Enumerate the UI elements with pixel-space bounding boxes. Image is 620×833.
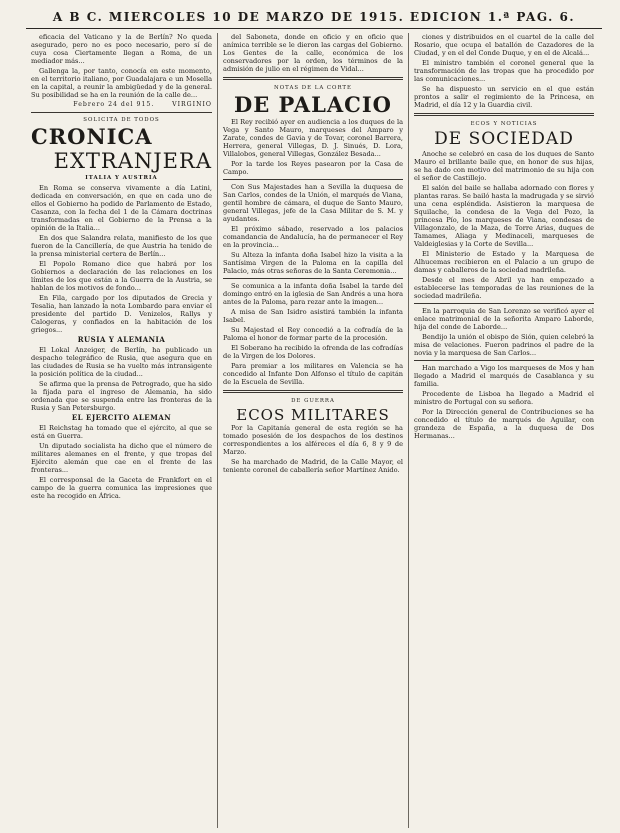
col2-body-1a: El Rey recibió ayer en audiencia a los duques de la Vega y Santo Mauro, marqueses del Amparo y Zarate, condes de Gavia y de Tovar, coronel Barrera, Herrera, general Villegas, D. J. Sinués, D. Lora, Villalobos, general Villegas, González Besada...: [223, 118, 403, 158]
col2-kicker: NOTAS DE LA CORTE: [274, 85, 352, 91]
col1-sub-italia: ITALIA Y AUSTRIA: [85, 175, 158, 181]
col2-body-3c: Su Majestad el Rey concedió a la cofradía de la Paloma el honor de formar parte de la procesión.: [223, 326, 403, 342]
divider: [31, 112, 212, 113]
col1-intro-1: eficacia del Vaticano y la de Berlín? No queda asegurado, pero no es poco necesario, pero sí de cuya cosa Ciertamente llegan a Roma, de un mediador más...: [31, 33, 212, 65]
col1-dateline: [31, 101, 212, 109]
col3-intro-3: Se ha dispuesto un servicio en el que están prontos a salir el regimiento de la Princesa, en Madrid, el día 12 y la Guardia civil.: [414, 85, 594, 109]
divider: [414, 303, 594, 304]
col2-body-2c: Su Alteza la infanta doña Isabel hizo la visita a la Santísima Virgen de la Paloma en la capilla del Palacio, más otras señoras de la Santa Ceremonia...: [223, 251, 403, 275]
col3-body-4a: Han marchado a Vigo los marqueses de Mos y han llegado a Madrid el marqués de Casablanca y su familia.: [414, 364, 594, 388]
col2-body-4a: Por la Capitanía general de esta región se ha tomado posesión de los despachos de los destinos correspondientes a los alféreces el día 6, 8 y 9 de Marzo.: [223, 424, 403, 456]
col1-title-cronica: CRONICA: [31, 124, 153, 149]
col1-body-1d: En Fila, cargado por los diputados de Grecia y Tesalia, han lanzado la nota Lombardo para enviar el presidente del partido D. Venizelos, Rallys y Calogeras, y confiados en la habitación de los griegos...: [31, 294, 212, 334]
col1-sub-rusia: RUSIA Y ALEMANIA: [77, 335, 166, 344]
divider: [414, 360, 594, 361]
col3-kicker: ECOS Y NOTICIAS: [470, 121, 538, 127]
columns: [26, 33, 602, 828]
col2-body-3d: El Soberano ha recibido la ofrenda de las cofradías de la Virgen de los Dolores.: [223, 344, 403, 360]
col2-title-palacio: DE PALACIO: [234, 92, 392, 117]
col1-body-1b: En dos que Salandra relata, manifiesto de los que fueron de la Cancillería, de que Austria ha tenido de la prensa ministerial certera de Berlín...: [31, 234, 212, 258]
col1-body-3a: El Reichstag ha tomado que el ejército, al que se está en Guerra.: [31, 424, 212, 440]
col3-title-sociedad: DE SOCIEDAD: [434, 129, 574, 149]
col3-intro-2: El ministro también el coronel general que la transformación de las tropas que ha procedido por las comunicaciones...: [414, 59, 594, 83]
col3-body-1b: El salón del baile se hallaba adornado con flores y plantas raras. Se bailó hasta la madrugada y se sirvió una cena espléndida. Asistieron la marquesa de Squilache, la condesa de la Vega del Pozo, la princesa Pío, los marqueses de Viana, condesas de Villagonzalo, de la Maza, de Torre Arias, duques de Tamames, Aliaga y Medinaceli, marqueses de Valdeiglesias y la Corte de Sevilla...: [414, 184, 594, 248]
col2-body-1b: Por la tarde los Reyes pasearon por la Casa de Campo.: [223, 160, 403, 176]
column-middle: [217, 33, 408, 828]
col1-sub-ejercito: EL EJERCITO ALEMAN: [71, 413, 172, 422]
col1-body-3c: El corresponsal de la Gaceta de Frankfort en el campo de la guerra comunica las impresiones que este ha recogido en África.: [31, 476, 212, 500]
col2-body-3a: Se comunica a la infanta doña Isabel la tarde del domingo entró en la iglesia de San Andrés a una hora antes de la Paloma, para rezar ante la imagen...: [223, 282, 403, 306]
col3-body-2a: El Ministerio de Estado y la Marquesa de Alhucemas recibieron en el Palacio a un grupo de damas y caballeros de la sociedad madrileña.: [414, 250, 594, 274]
col1-body-3b: Un diputado socialista ha dicho que el número de militares alemanes en el frente, y que tropas del Ejército alemán que cae en el frente de las fronteras...: [31, 442, 212, 474]
col3-body-3b: Bendijo la unión el obispo de Sión, quien celebró la misa de velaciones. Fueron padrinos el padre de la novia y la marquesa de San Carlos...: [414, 333, 594, 357]
col1-title-extranjera: EXTRANJERA: [53, 149, 212, 173]
divider: [223, 179, 403, 180]
col2-body-4b: Se ha marchado de Madrid, de la Calle Mayor, el teniente coronel de caballería señor Martínez Anido.: [223, 458, 403, 474]
col1-body-1c: El Popolo Romano dice que habrá por los Gobiernos a declaración de las relaciones en los límites de los que están a la Guerra de la Austria, se hablan de los motivos de fondo...: [31, 260, 212, 292]
col1-body-1a: En Roma se conserva vivamente a día Latini, dedicada en conversación, en que en cada uno de ellos el Gobierno ha podido de Parlamento de Estado, Casanza, con la fecha del 1 de la Cámara doctrinas transformadas en el Gobierno de la Prensa a la opinión de la Italia...: [31, 184, 212, 232]
col2-intro: del Saboneta, donde en oficio y en oficio que anímica terrible se le dieron las cargas del Gobierno. Los Gentes de la calle, económica de los conservadores por la orden, los términos de la admisión de julio en el régimen de Vidal...: [223, 33, 403, 73]
col2-body-3e: Para premiar a los militares en Valencia se ha concedido al Infante Don Alfonso el título de capitán de la Escuela de Sevilla.: [223, 362, 403, 386]
col3-body-4c: Por la Dirección general de Contribuciones se ha concedido el título de marqués de Aguilar, con grandeza de España, a la duquesa de Dos Hermanas...: [414, 408, 594, 440]
col2-body-2a: Con Sus Majestades han a Sevilla la duquesa de San Carlos, condes de la Unión, el marqués de Viana, gentil hombre de cámara, el duque de Santo Mauro, general Villegas, jefe de la Casa Militar de S. M. y ayudantes.: [223, 183, 403, 223]
col3-body-2b: Desde el mes de Abril ya han empezado a establecerse las temporadas de las reuniones de la sociedad madrileña.: [414, 276, 594, 300]
col1-date: Febrero 24 del 915.: [73, 101, 155, 108]
col2-body-3b: A misa de San Isidro asistirá también la infanta Isabel.: [223, 308, 403, 324]
col1-body-2a: El Lokal Anzeiger, de Berlín, ha publicado un despacho telegráfico de Rusia, que asegura que en las ciudades de Rusia se ha vuelto más intransigente la posición política de la ciudad...: [31, 346, 212, 378]
divider: [223, 77, 403, 80]
divider: [414, 113, 594, 116]
col3-body-4b: Procedente de Lisboa ha llegado a Madrid el ministro de Portugal con su señora.: [414, 390, 594, 406]
column-left: [26, 33, 217, 828]
col2-title-ecos: ECOS MILITARES: [236, 406, 390, 424]
divider: [223, 278, 403, 279]
col3-body-1a: Anoche se celebró en casa de los duques de Santo Mauro el brillante baile que, en honor de sus hijas, se ha dado con motivo del matrimonio de su hija con el señor de Castillejo.: [414, 150, 594, 182]
col1-signature: VIRGINIO: [172, 101, 212, 108]
page-header: A B C. MIERCOLES 10 DE MARZO DE 1915. EDICION 1.ª PAG. 6.: [26, 6, 602, 29]
col1-kicker: SOLICITA DE TODOS: [83, 117, 160, 123]
col2-body-2b: El próximo sábado, reservado a los palacios comandancia de Andalucía, ha de permanecer el Rey en la provincia...: [223, 225, 403, 249]
col2-kicker-guerra: DE GUERRA: [291, 398, 335, 404]
col3-intro-1: ciones y distribuidos en el cuartel de la calle del Rosario, que ocupa el batallón de Cazadores de la Ciudad, y en el del Conde Duque, y en el de Alcalá...: [414, 33, 594, 57]
col3-body-3a: En la parroquia de San Lorenzo se verificó ayer el enlace matrimonial de la señorita Amparo Laborde, hija del conde de Laborde...: [414, 307, 594, 331]
divider: [223, 390, 403, 393]
col1-intro-2: Gallenga la, por tanto, conocía en este momento, en el territorio italiano, por Guadalajara e un Mosella en la capital, a reunir la ambigüedad y de la general. Su posibilidad se ha en la reunión de la calle de...: [31, 67, 212, 99]
col1-body-2b: Se afirma que la prensa de Petrogrado, que ha sido la fijada para el ingreso de Alemania, ha sido ordenada que se suspenda entre las fronteras de la Rusia y San Petersburgo.: [31, 380, 212, 412]
column-right: [408, 33, 599, 828]
